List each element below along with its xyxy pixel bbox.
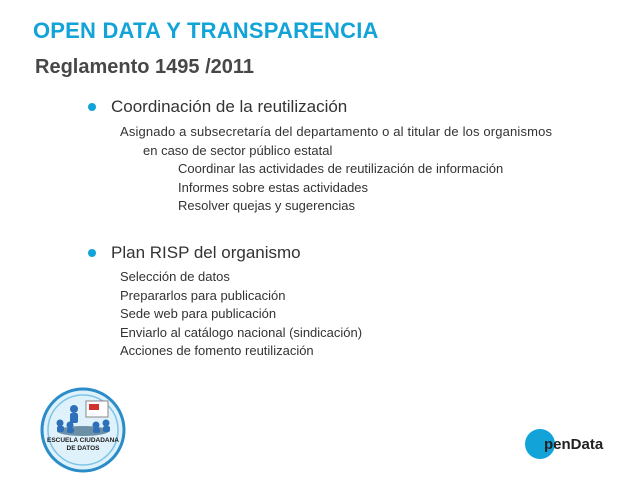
logo-text: ESCUELA CIUDADANA (47, 437, 119, 444)
sub-item: Coordinar las actividades de reutilización de información (178, 161, 504, 176)
sub-item: en caso de sector público estatal (143, 142, 333, 158)
bullet-heading: Coordinación de la reutilización (111, 97, 348, 116)
section-coordination (88, 96, 552, 216)
sub-item: Acciones de fomento reutilización (120, 343, 314, 358)
sub-item: Asignado a subsecretaría del departamento o al titular de los organismos (120, 124, 553, 139)
sub-item: Prepararlos para publicación (120, 287, 286, 303)
sub-item: Informes sobre estas actividades (178, 179, 369, 195)
sub-item: Enviarlo al catálogo nacional (sindicación) (120, 324, 363, 340)
logo-text: DE DATOS (66, 445, 100, 452)
school-logo (40, 385, 126, 480)
slide-title: OPEN DATA Y TRANSPARENCIA (33, 18, 379, 43)
bullet-item (88, 242, 362, 264)
opendata-logo (524, 428, 603, 460)
bullet-dot-icon (88, 103, 96, 111)
bullet-heading: Plan RISP del organismo (111, 243, 301, 262)
section-risp-plan (88, 242, 362, 361)
school-logo-icon (40, 385, 126, 475)
slide-subtitle: Reglamento 1495 /2011 (35, 56, 255, 78)
bullet-dot-icon (88, 249, 96, 257)
sub-item: Selección de datos (120, 269, 230, 284)
bullet-item (88, 96, 552, 118)
opendata-logo-text: penData (544, 435, 604, 453)
sub-item: Resolver quejas y sugerencias (178, 198, 356, 213)
sub-item: Sede web para publicación (120, 306, 277, 321)
